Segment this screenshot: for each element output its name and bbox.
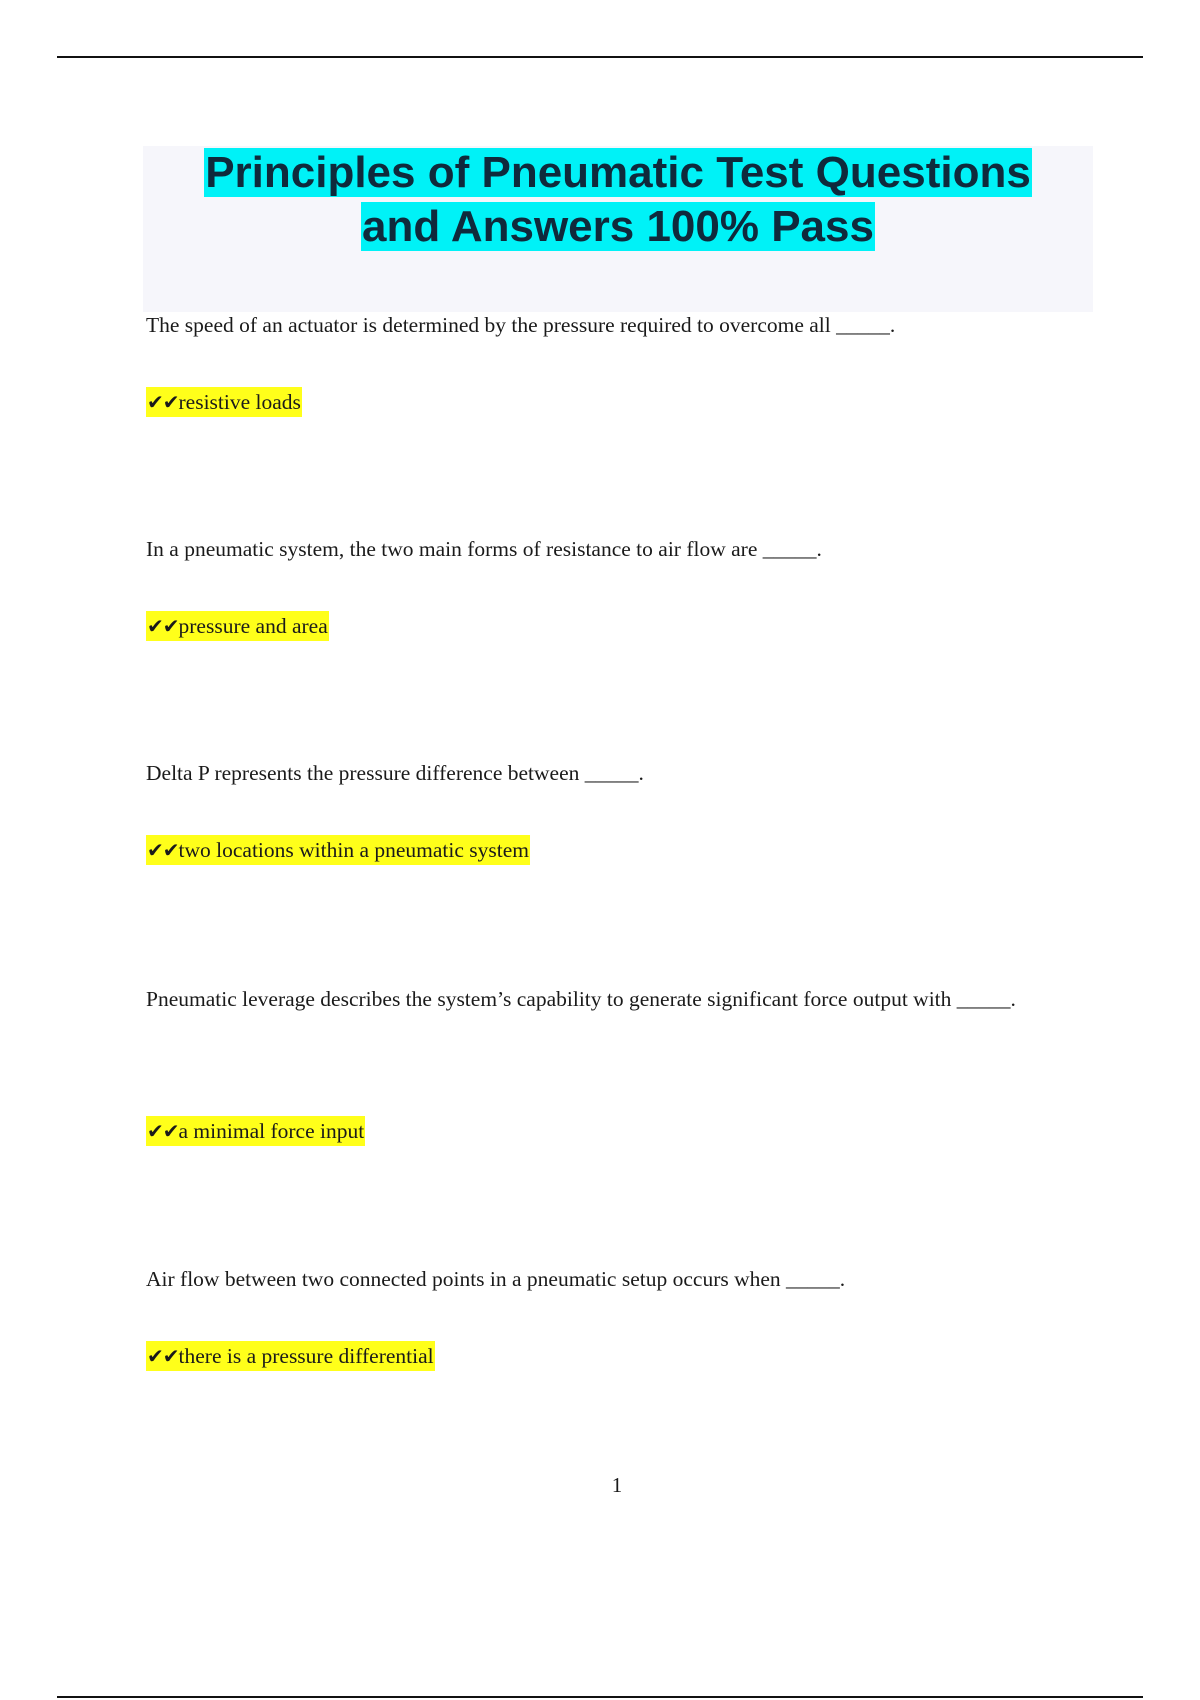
answer-2 xyxy=(146,612,329,640)
document-title xyxy=(143,146,1093,254)
answer-text: resistive loads xyxy=(178,390,301,414)
answer-highlight xyxy=(146,835,530,865)
title-line-1: Principles of Pneumatic Test Questions xyxy=(205,148,1031,197)
question-1: The speed of an actuator is determined by the pressure required to overcome all _____. xyxy=(146,313,896,337)
answer-text: a minimal force input xyxy=(178,1119,365,1143)
double-check-icon: ✔✔ xyxy=(147,838,179,862)
answer-highlight xyxy=(146,611,329,641)
question-3: Delta P represents the pressure difference between _____. xyxy=(146,761,644,785)
question-2: In a pneumatic system, the two main forms of resistance to air flow are _____. xyxy=(146,537,822,561)
footer-rule xyxy=(57,1696,1143,1698)
double-check-icon: ✔✔ xyxy=(147,1119,179,1143)
answer-highlight xyxy=(146,387,302,417)
double-check-icon: ✔✔ xyxy=(147,390,179,414)
answer-1 xyxy=(146,388,302,416)
answer-highlight xyxy=(146,1116,365,1146)
answer-5 xyxy=(146,1342,435,1370)
answer-highlight xyxy=(146,1341,435,1371)
header-rule xyxy=(57,56,1143,58)
answer-text: there is a pressure differential xyxy=(178,1344,434,1368)
answer-3 xyxy=(146,836,530,864)
question-4: Pneumatic leverage describes the system’s capability to generate significant force output with _____. xyxy=(146,987,1016,1011)
double-check-icon: ✔✔ xyxy=(147,614,179,638)
answer-text: pressure and area xyxy=(178,614,328,638)
page-number: 1 xyxy=(611,1473,623,1497)
answer-4 xyxy=(146,1117,365,1145)
double-check-icon: ✔✔ xyxy=(147,1344,179,1368)
title-line-2: and Answers 100% Pass xyxy=(362,202,874,251)
answer-text: two locations within a pneumatic system xyxy=(178,838,530,862)
question-5: Air flow between two connected points in a pneumatic setup occurs when _____. xyxy=(146,1267,846,1291)
